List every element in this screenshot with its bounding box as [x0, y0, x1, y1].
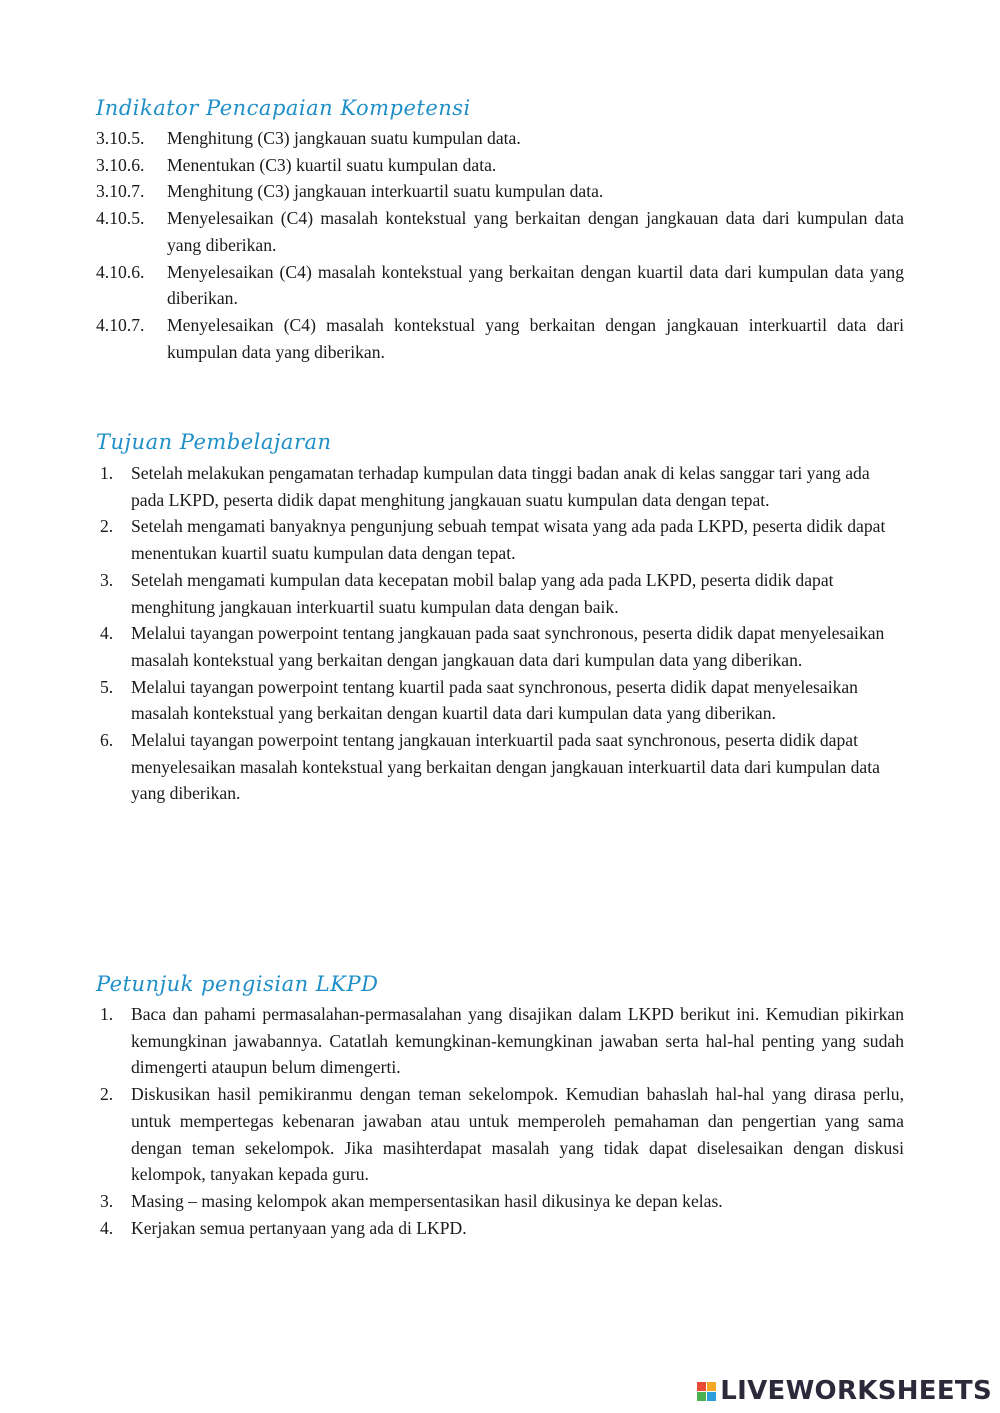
item-number: 3.	[100, 1190, 114, 1211]
list-item	[96, 178, 904, 205]
list-item	[96, 1001, 904, 1081]
item-number: 2.	[100, 1084, 114, 1105]
logo-square-icon	[707, 1392, 716, 1401]
item-text: Kerjakan semua pertanyaan yang ada di LKPD.	[131, 1217, 467, 1238]
item-number: 3.10.7.	[96, 181, 145, 202]
logo-square-icon	[697, 1382, 706, 1391]
item-text: Masing – masing kelompok akan mempersentasikan hasil dikusinya ke depan kelas.	[131, 1190, 723, 1211]
logo-square-icon	[697, 1392, 706, 1401]
item-text: Setelah mengamati banyaknya pengunjung sebuah tempat wisata yang ada pada LKPD, peserta didik dapat menentukan kuartil suatu kumpulan data dengan tepat.	[131, 516, 886, 564]
item-text: Menyelesaikan (C4) masalah kontekstual yang berkaitan dengan jangkauan data dari kumpulan data yang diberikan.	[167, 208, 904, 255]
heading-petunjuk: Petunjuk pengisian LKPD	[96, 972, 379, 996]
item-number: 2.	[100, 516, 114, 537]
liveworksheets-logo-icon	[697, 1382, 716, 1401]
list-item	[96, 513, 904, 566]
item-text: Melalui tayangan powerpoint tentang kuartil pada saat synchronous, peserta didik dapat menyelesaikan masalah kontekstual yang berkaitan dengan kuartil data dari kumpulan data yang diberikan.	[131, 676, 858, 724]
logo-square-icon	[707, 1382, 716, 1391]
list-item	[96, 125, 904, 152]
list-item	[96, 152, 904, 179]
list-item	[96, 1188, 904, 1215]
list-item	[96, 259, 904, 312]
item-number: 4.	[100, 623, 114, 644]
item-text: Melalui tayangan powerpoint tentang jangkauan pada saat synchronous, peserta didik dapat menyelesaikan masalah kontekstual yang berkaitan dengan jangkauan data dari kumpulan data yang diberikan.	[131, 623, 885, 670]
objective-list	[96, 460, 904, 807]
item-number: 4.10.5.	[96, 208, 145, 229]
item-text: Melalui tayangan powerpoint tentang jangkauan interkuartil pada saat synchronous, peserta didik dapat menyelesaikan masalah kontekstual yang berkaitan dengan jangkauan interkuartil data dari kumpulan data yang diberikan.	[131, 730, 880, 804]
item-number: 3.10.5.	[96, 128, 145, 148]
item-number: 3.	[100, 569, 114, 590]
item-number: 1.	[100, 1004, 114, 1024]
list-item	[96, 460, 904, 513]
item-text: Setelah mengamati kumpulan data kecepatan mobil balap yang ada pada LKPD, peserta didik dapat menghitung jangkauan interkuartil suatu kumpulan data dengan baik.	[131, 569, 834, 617]
item-text: Diskusikan hasil pemikiranmu dengan teman sekelompok. Kemudian bahaslah hal-hal yang dirasa perlu, untuk mempertegas kebenaran jawaban atau untuk memperoleh pemahaman dan pengertian yang sama dengan teman sekelompok. Jika masihterdapat masalah yang tidak dapat diselesaikan dengan diskusi kelompok, tanyakan kepada guru.	[131, 1084, 904, 1185]
list-item	[96, 674, 904, 727]
item-text: Baca dan pahami permasalahan-permasalahan yang disajikan dalam LKPD berikut ini. Kemudian pikirkan kemungkinan jawabannya. Catatlah kemungkinan-kemungkinan jawaban serta hal-hal penting yang sudah dimengerti ataupun belum dimengerti.	[131, 1004, 904, 1078]
list-item	[96, 1215, 904, 1242]
indicator-list	[96, 125, 904, 365]
item-number: 4.10.7.	[96, 314, 145, 335]
list-item	[96, 620, 904, 673]
logo-text: LIVEWORKSHEETS	[720, 1376, 992, 1406]
item-text: Menghitung (C3) jangkauan suatu kumpulan data.	[167, 128, 521, 148]
item-number: 4.	[100, 1217, 114, 1238]
item-text: Menentukan (C3) kuartil suatu kumpulan data.	[167, 154, 497, 175]
item-number: 4.10.6.	[96, 261, 145, 282]
item-number: 6.	[100, 730, 114, 751]
list-item	[96, 1081, 904, 1188]
item-text: Menyelesaikan (C4) masalah kontekstual yang berkaitan dengan jangkauan interkuartil data dari kumpulan data yang diberikan.	[167, 314, 904, 362]
list-item	[96, 312, 904, 365]
list-item	[96, 567, 904, 620]
heading-indikator: Indikator Pencapaian Kompetensi	[96, 96, 471, 120]
item-text: Setelah melakukan pengamatan terhadap kumpulan data tinggi badan anak di kelas sanggar tari yang ada pada LKPD, peserta didik dapat menghitung jangkauan suatu kumpulan data dengan tepat.	[131, 463, 870, 510]
liveworksheets-logo	[697, 1376, 992, 1406]
item-number: 1.	[100, 463, 114, 483]
item-text: Menyelesaikan (C4) masalah kontekstual yang berkaitan dengan kuartil data dari kumpulan data yang diberikan.	[167, 261, 904, 309]
item-number: 3.10.6.	[96, 154, 145, 175]
item-number: 5.	[100, 676, 114, 697]
instruction-list	[96, 1001, 904, 1241]
list-item	[96, 727, 904, 807]
item-text: Menghitung (C3) jangkauan interkuartil suatu kumpulan data.	[167, 181, 604, 202]
list-item	[96, 205, 904, 258]
heading-tujuan: Tujuan Pembelajaran	[96, 430, 332, 454]
